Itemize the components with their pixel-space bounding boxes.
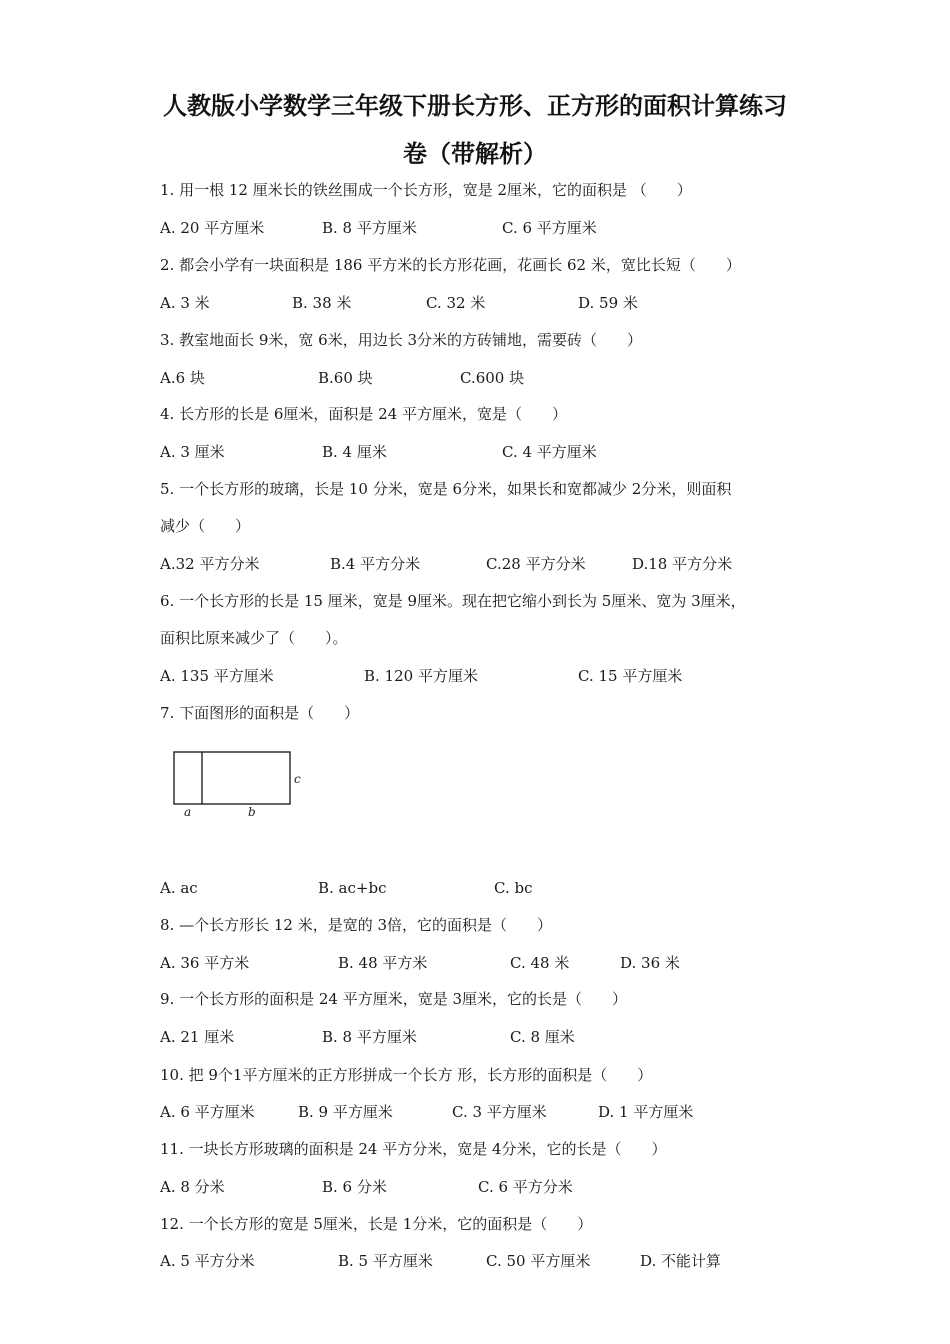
question-3-option-c: C.600 块	[460, 369, 525, 387]
question-2-option-d: D. 59 米	[578, 294, 638, 312]
question-8-option-b: B. 48 平方米	[338, 954, 428, 972]
question-2-option-c: C. 32 米	[426, 294, 486, 312]
rectangle-figure	[160, 740, 310, 820]
question-5-option-b: B.4 平方分米	[330, 555, 421, 573]
question-8-option-c: C. 48 米	[510, 954, 570, 972]
question-11-option-c: C. 6 平方分米	[478, 1178, 573, 1196]
question-5-option-c: C.28 平方分米	[486, 555, 586, 573]
question-12-option-b: B. 5 平方厘米	[338, 1252, 433, 1270]
question-2-stem: 2. 都会小学有一块面积是 186 平方米的长方形花画，花画长 62 米，宽比长短（ ）	[160, 256, 741, 274]
question-5-stem: 5. 一个长方形的玻璃，长是 10 分米，宽是 6分米，如果长和宽都减少 2分米，则面积	[160, 480, 732, 498]
question-10-stem: 10. 把 9个1平方厘米的正方形拼成一个长方 形，长方形的面积是（ ）	[160, 1066, 653, 1084]
question-10-option-a: A. 6 平方厘米	[160, 1103, 255, 1121]
question-6-option-a: A. 135 平方厘米	[160, 667, 274, 685]
question-4-stem: 4. 长方形的长是 6厘米，面积是 24 平方厘米，宽是（ ）	[160, 405, 568, 423]
question-9-option-c: C. 8 厘米	[510, 1028, 575, 1046]
question-8-stem: 8. —个长方形长 12 米，是宽的 3倍，它的面积是（ ）	[160, 916, 553, 934]
question-8-option-a: A. 36 平方米	[160, 954, 250, 972]
question-11-option-b: B. 6 分米	[322, 1178, 387, 1196]
question-10-option-c: C. 3 平方厘米	[452, 1103, 547, 1121]
question-9-stem: 9. 一个长方形的面积是 24 平方厘米，宽是 3厘米，它的长是（ ）	[160, 990, 628, 1008]
question-7-option-b: B. ac+bc	[318, 879, 387, 897]
question-9-option-a: A. 21 厘米	[160, 1028, 235, 1046]
question-3-stem: 3. 教室地面长 9米，宽 6米，用边长 3分米的方砖铺地，需要砖（ ）	[160, 331, 643, 349]
question-11-option-a: A. 8 分米	[160, 1178, 225, 1196]
question-5-option-d: D.18 平方分米	[632, 555, 733, 573]
question-6-stem: 6. 一个长方形的长是 15 厘米，宽是 9厘米。现在把它缩小到长为 5厘米、宽为 3厘米，	[160, 592, 746, 610]
question-6-option-c: C. 15 平方厘米	[578, 667, 683, 685]
question-12-option-c: C. 50 平方厘米	[486, 1252, 591, 1270]
question-2-option-b: B. 38 米	[292, 294, 352, 312]
question-2-option-a: A. 3 米	[160, 294, 210, 312]
question-7-option-c: C. bc	[494, 879, 533, 897]
question-10-option-b: B. 9 平方厘米	[298, 1103, 393, 1121]
question-4-option-b: B. 4 厘米	[322, 443, 387, 461]
question-10-option-d: D. 1 平方厘米	[598, 1103, 694, 1121]
question-3-option-a: A.6 块	[160, 369, 205, 387]
question-1-stem: 1. 用一根 12 厘米长的铁丝围成一个长方形，宽是 2厘米，它的面积是 （ ）	[160, 181, 692, 199]
question-11-stem: 11. 一块长方形玻璃的面积是 24 平方分米，宽是 4分米，它的长是（ ）	[160, 1140, 667, 1158]
figure-label-b: b	[248, 805, 256, 819]
question-7-stem: 7. 下面图形的面积是（ ）	[160, 704, 360, 722]
question-4-option-c: C. 4 平方厘米	[502, 443, 597, 461]
question-7-option-a: A. ac	[160, 879, 198, 897]
question-12-option-d: D. 不能计算	[640, 1252, 722, 1270]
question-1-option-c: C. 6 平方厘米	[502, 219, 597, 237]
figure-label-a: a	[184, 805, 192, 819]
doc-title-line-1: 人教版小学数学三年级下册长方形、正方形的面积计算练习	[163, 92, 787, 120]
question-8-option-d: D. 36 米	[620, 954, 680, 972]
question-9-option-b: B. 8 平方厘米	[322, 1028, 417, 1046]
question-6-stem-cont: 面积比原来减少了（ ）。	[160, 629, 348, 647]
question-3-option-b: B.60 块	[318, 369, 373, 387]
question-5-stem-cont: 减少（ ）	[160, 517, 251, 535]
question-1-option-b: B. 8 平方厘米	[322, 219, 417, 237]
question-6-option-b: B. 120 平方厘米	[364, 667, 478, 685]
figure-outer-rect	[174, 752, 290, 804]
question-1-option-a: A. 20 平方厘米	[160, 219, 265, 237]
question-12-stem: 12. 一个长方形的宽是 5厘米，长是 1分米，它的面积是（ ）	[160, 1215, 593, 1233]
figure-label-c: c	[294, 772, 301, 786]
question-4-option-a: A. 3 厘米	[160, 443, 225, 461]
question-12-option-a: A. 5 平方分米	[160, 1252, 255, 1270]
doc-title-line-2: 卷（带解析）	[403, 140, 547, 168]
question-5-option-a: A.32 平方分米	[160, 555, 260, 573]
